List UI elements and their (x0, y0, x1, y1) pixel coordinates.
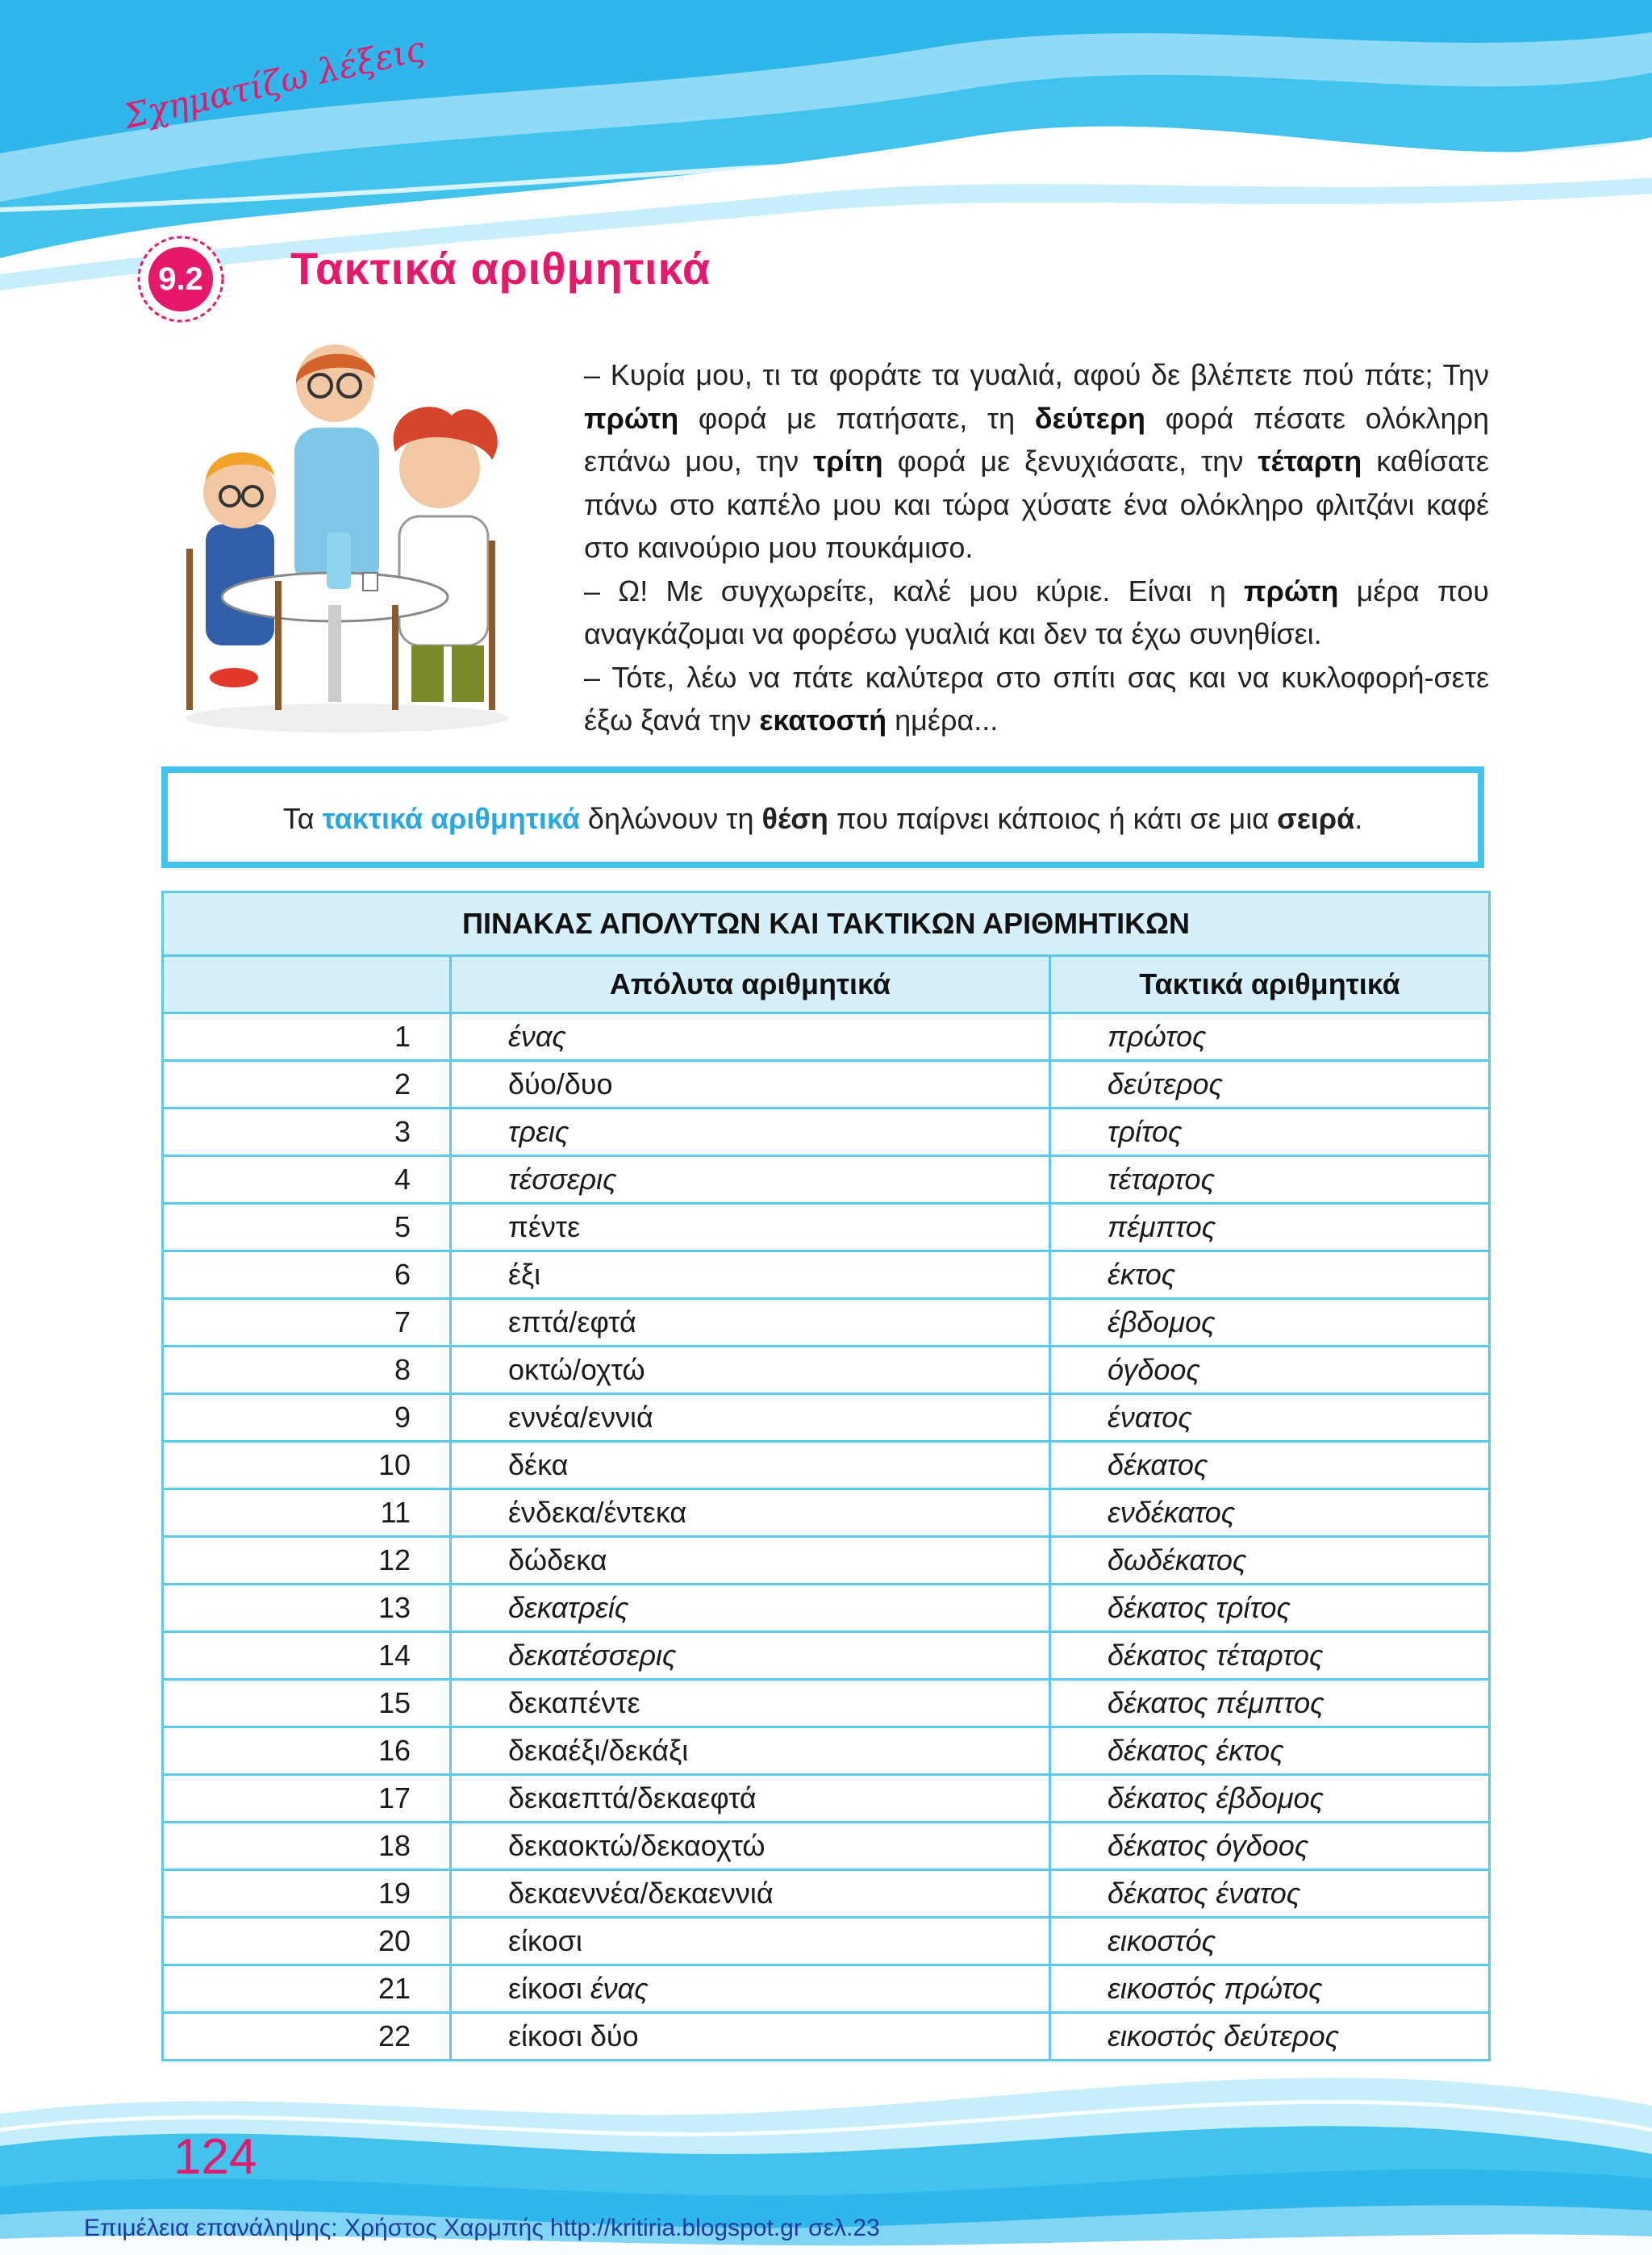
ordinal-cell: ενδέκατος (1050, 1489, 1490, 1537)
number-cell: 6 (163, 1251, 451, 1299)
table-row (163, 1918, 1490, 1965)
dialogue-emphasis: πρώτη (1244, 574, 1339, 608)
table-row (163, 1251, 1490, 1299)
table-row (163, 1299, 1490, 1347)
table-row (163, 1965, 1490, 2013)
table-row (163, 2013, 1490, 2061)
cardinal-cell (451, 1013, 1050, 1061)
ordinal-cell: δέκατος ένατος (1050, 1870, 1490, 1918)
lesson-title: Τακτικά αριθμητικά (290, 243, 711, 294)
ordinal-cell: δέκατος πέμπτος (1050, 1680, 1490, 1727)
definition-box (161, 766, 1484, 868)
number-cell: 21 (163, 1965, 451, 2013)
definition-text (168, 802, 1478, 836)
number-cell: 22 (163, 2013, 451, 2061)
cardinal-cell (451, 1204, 1050, 1251)
numerals-table (161, 891, 1491, 2061)
cardinal-text: ένδεκα/έντεκα (508, 1496, 687, 1529)
cardinal-cell (451, 1632, 1050, 1680)
number-cell: 8 (163, 1347, 451, 1394)
ordinal-cell: δέκατος (1050, 1442, 1490, 1489)
ordinal-cell: εικοστός (1050, 1918, 1490, 1965)
table-row (163, 1489, 1490, 1537)
ordinal-cell: δέκατος όγδοος (1050, 1823, 1490, 1870)
table-row (163, 1347, 1490, 1394)
cardinal-cell (451, 1727, 1050, 1775)
cardinal-text: δύο/δυο (508, 1067, 613, 1100)
dialogue-run: ημέρα... (886, 704, 999, 737)
dialogue-emphasis: τρίτη (813, 445, 883, 478)
dialogue-paragraph (584, 656, 1489, 742)
table-header-ordinal: Τακτικά αριθμητικά (1050, 956, 1490, 1013)
ordinal-cell: εικοστός δεύτερος (1050, 2013, 1490, 2061)
cardinal-text: είκοσι (508, 1972, 590, 2005)
number-cell: 1 (163, 1013, 451, 1061)
dialogue-run: καθίσατε πάνω στο καπέλο μου και τώρα χύσατε ένα ολόκληρο φλιτζάνι καφέ στο καινούριο μου πουκάμισο. (584, 445, 1489, 564)
table-row (163, 1585, 1490, 1632)
cardinal-cell (451, 1680, 1050, 1727)
table-row (163, 1109, 1490, 1156)
cardinal-text: έξι (508, 1258, 541, 1291)
cardinal-text: δεκαεπτά/δεκαεφτά (508, 1781, 757, 1814)
number-cell: 11 (163, 1489, 451, 1537)
lesson-number-badge (136, 234, 226, 324)
number-cell: 18 (163, 1823, 451, 1870)
table-title: ΠΙΝΑΚΑΣ ΑΠΟΛΥΤΩΝ ΚΑΙ ΤΑΚΤΙΚΩΝ ΑΡΙΘΜΗΤΙΚΩΝ (163, 892, 1490, 956)
cardinal-text: δεκαεννέα/δεκαεννιά (508, 1877, 774, 1910)
cardinal-text: ένας (508, 1020, 566, 1053)
table-row (163, 1537, 1490, 1585)
cardinal-text-italic: ένας (590, 1972, 649, 2005)
table-row (163, 1870, 1490, 1918)
number-cell: 9 (163, 1394, 451, 1442)
number-cell: 15 (163, 1680, 451, 1727)
cardinal-text: δέκα (508, 1448, 569, 1481)
ordinal-cell: πέμπτος (1050, 1204, 1490, 1251)
dialogue-emphasis: εκατοστή (759, 704, 887, 737)
number-cell: 7 (163, 1299, 451, 1347)
ordinal-cell: δέκατος τέταρτος (1050, 1632, 1490, 1680)
ordinal-cell: τέταρτος (1050, 1156, 1490, 1204)
cardinal-cell (451, 1394, 1050, 1442)
table-row (163, 1061, 1490, 1109)
number-cell: 13 (163, 1585, 451, 1632)
number-cell: 4 (163, 1156, 451, 1204)
section-tag: Σχηματίζω λέξεις (119, 28, 429, 137)
table-row (163, 1727, 1490, 1775)
definition-run: που παίρνει κάποιος ή κάτι σε μια (828, 802, 1278, 835)
ordinal-cell: τρίτος (1050, 1109, 1490, 1156)
cardinal-text: δεκαέξι/δεκάξι (508, 1734, 689, 1767)
cardinal-cell (451, 1489, 1050, 1537)
table-row (163, 1156, 1490, 1204)
cardinal-cell (451, 1870, 1050, 1918)
cardinal-cell (451, 1109, 1050, 1156)
dialogue-run: φορά με πατήσατε, τη (678, 401, 1035, 435)
definition-emphasis: σειρά (1277, 802, 1355, 835)
cardinal-cell (451, 1585, 1050, 1632)
cardinal-text: δεκαοκτώ/δεκαοχτώ (508, 1829, 766, 1862)
dialogue-paragraph (584, 570, 1489, 656)
table-header-cardinal: Απόλυτα αριθμητικά (451, 956, 1050, 1013)
dialogue-paragraph (584, 353, 1489, 570)
cardinal-cell (451, 1442, 1050, 1489)
cardinal-cell (451, 1823, 1050, 1870)
cardinal-text: δεκατέσσερις (508, 1639, 677, 1672)
cardinal-cell (451, 1775, 1050, 1823)
cardinal-cell (451, 1918, 1050, 1965)
ordinal-cell: δέκατος έβδομος (1050, 1775, 1490, 1823)
number-cell: 2 (163, 1061, 451, 1109)
number-cell: 5 (163, 1204, 451, 1251)
cardinal-text: εννέα/εννιά (508, 1401, 653, 1434)
cardinal-text: δώδεκα (508, 1543, 607, 1576)
cardinal-cell (451, 1251, 1050, 1299)
number-cell: 19 (163, 1870, 451, 1918)
definition-run: δηλώνουν τη (579, 802, 762, 835)
number-cell: 10 (163, 1442, 451, 1489)
dialogue-run: μέρα που αναγκάζομαι να φορέσω γυαλιά και δεν τα έχω συνηθίσει. (584, 574, 1489, 650)
lesson-number: 9.2 (158, 261, 203, 297)
cardinal-cell (451, 1965, 1050, 2013)
ordinal-cell: δωδέκατος (1050, 1537, 1490, 1585)
number-cell: 12 (163, 1537, 451, 1585)
definition-emphasis: θέση (761, 802, 828, 835)
ordinal-cell: όγδοος (1050, 1347, 1490, 1394)
definition-run: . (1354, 802, 1363, 835)
cardinal-text: επτά/εφτά (508, 1305, 636, 1338)
ordinal-cell: δέκατος τρίτος (1050, 1585, 1490, 1632)
table-row (163, 1204, 1490, 1251)
table-row (163, 1632, 1490, 1680)
dialogue-run: – Ω! Με συγχωρείτε, καλέ μου κύριε. Είναι η (584, 574, 1245, 608)
table-header-number (163, 956, 451, 1013)
definition-run: Τα (282, 802, 323, 835)
header-wave-background (0, 0, 1652, 339)
cardinal-text: είκοσι (508, 1924, 582, 1957)
cardinal-cell (451, 1537, 1050, 1585)
cardinal-cell (451, 1061, 1050, 1109)
dialogue-emphasis: πρώτη (584, 401, 679, 435)
cardinal-text: δεκατρείς (508, 1591, 629, 1624)
cardinal-text: τρεις (508, 1115, 569, 1148)
ordinal-cell: εικοστός πρώτος (1050, 1965, 1490, 2013)
ordinal-cell: πρώτος (1050, 1013, 1490, 1061)
table-row (163, 1442, 1490, 1489)
page-number: 124 (173, 2129, 257, 2185)
dialogue-text (584, 353, 1489, 742)
table-body (163, 1013, 1490, 2061)
table-row (163, 1680, 1490, 1727)
cafe-scene-illustration (173, 339, 520, 734)
number-cell: 14 (163, 1632, 451, 1680)
ordinal-cell: δεύτερος (1050, 1061, 1490, 1109)
number-cell: 16 (163, 1727, 451, 1775)
cardinal-text: δεκαπέντε (508, 1686, 640, 1719)
dialogue-run: φορά πέσατε ολόκληρη επάνω μου, την (584, 401, 1490, 478)
cardinal-cell (451, 2013, 1050, 2061)
cardinal-cell (451, 1156, 1050, 1204)
dialogue-emphasis: τέταρτη (1258, 445, 1362, 478)
table-row (163, 1775, 1490, 1823)
cardinal-text: τέσσερις (508, 1163, 617, 1196)
ordinal-cell: έβδομος (1050, 1299, 1490, 1347)
dialogue-emphasis: δεύτερη (1034, 401, 1146, 435)
dialogue-run: – Κυρία μου, τι τα φοράτε τα γυαλιά, αφού δε βλέπετε πού πάτε; Την (584, 358, 1489, 391)
cardinal-text: πέντε (508, 1210, 581, 1243)
dialogue-run: φορά με ξενυχιάσατε, την (882, 445, 1258, 478)
cardinal-cell (451, 1299, 1050, 1347)
ordinal-cell: ένατος (1050, 1394, 1490, 1442)
ordinal-cell: έκτος (1050, 1251, 1490, 1299)
definition-emphasis: τακτικά αριθμητικά (322, 802, 580, 835)
cardinal-text: είκοσι δύο (508, 2019, 639, 2052)
table-row (163, 1394, 1490, 1442)
cardinal-cell (451, 1347, 1050, 1394)
number-cell: 3 (163, 1109, 451, 1156)
cardinal-text: οκτώ/οχτώ (508, 1353, 645, 1386)
table-row (163, 1823, 1490, 1870)
number-cell: 17 (163, 1775, 451, 1823)
ordinal-cell: δέκατος έκτος (1050, 1727, 1490, 1775)
dialogue-run: – Τότε, λέω να πάτε καλύτερα στο σπίτι σας και να κυκλοφορή-σετε έξω ξανά την (584, 660, 1489, 737)
number-cell: 20 (163, 1918, 451, 1965)
footer-credit: Επιμέλεια επανάληψης: Χρήστος Χαρμπής http://kritiria.blogspot.gr σελ.23 (84, 2215, 880, 2241)
table-row (163, 1013, 1490, 1061)
